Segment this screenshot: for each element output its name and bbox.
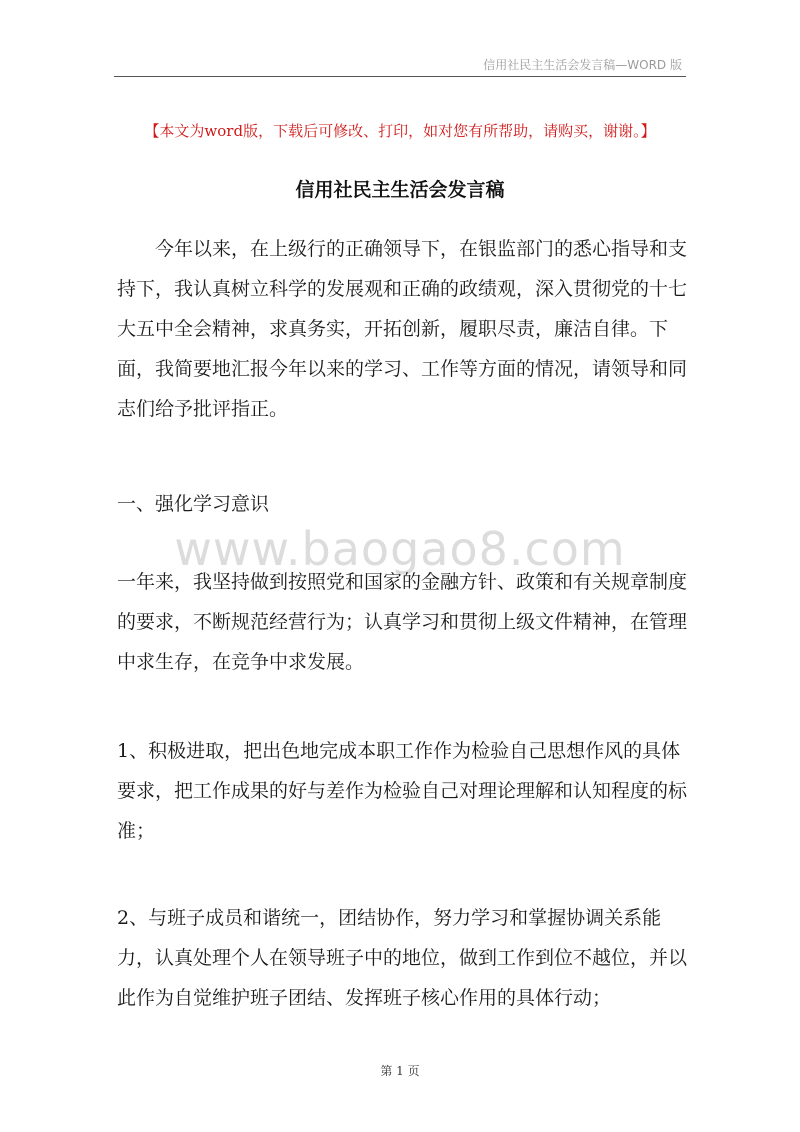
section-heading: 一、强化学习意识 xyxy=(117,493,270,515)
list-item: 1、积极进取，把出色地完成本职工作作为检验自己思想作风的具体要求，把工作成果的好与差作为检验自己对理论理解和认知程度的标准； xyxy=(117,740,688,842)
watermark: www.baogao8.com xyxy=(174,522,626,576)
body-paragraph: 一年来，我坚持做到按照党和国家的金融方针、政策和有关规章制度的要求，不断规范经营行为；认真学习和贯彻上级文件精神，在管理中求生存，在竞争中求发展。 xyxy=(117,571,688,673)
intro-paragraph: 今年以来，在上级行的正确领导下，在银监部门的悉心指导和支持下，我认真树立科学的发展观和正确的政绩观，深入贯彻党的十七大五中全会精神，求真务实，开拓创新，履职尽责，廉洁自律。下面，我简要地汇报今年以来的学习、工作等方面的情况，请领导和同志们给予批评指正。 xyxy=(117,238,688,420)
purchase-notice: 【本文为word版，下载后可修改、打印，如对您有所帮助，请购买，谢谢。】 xyxy=(144,122,656,140)
running-header: 信用社民主生活会发言稿—WORD 版 xyxy=(483,58,682,72)
list-item: 2、与班子成员和谐统一，团结协作，努力学习和掌握协调关系能力，认真处理个人在领导班子中的地位，做到工作到位不越位，并以此作为自觉维护班子团结、发挥班子核心作用的具体行动； xyxy=(117,907,688,1009)
document-title: 信用社民主生活会发言稿 xyxy=(295,179,505,201)
header-divider xyxy=(114,76,686,77)
page-number: 第 1 页 xyxy=(380,1064,420,1078)
